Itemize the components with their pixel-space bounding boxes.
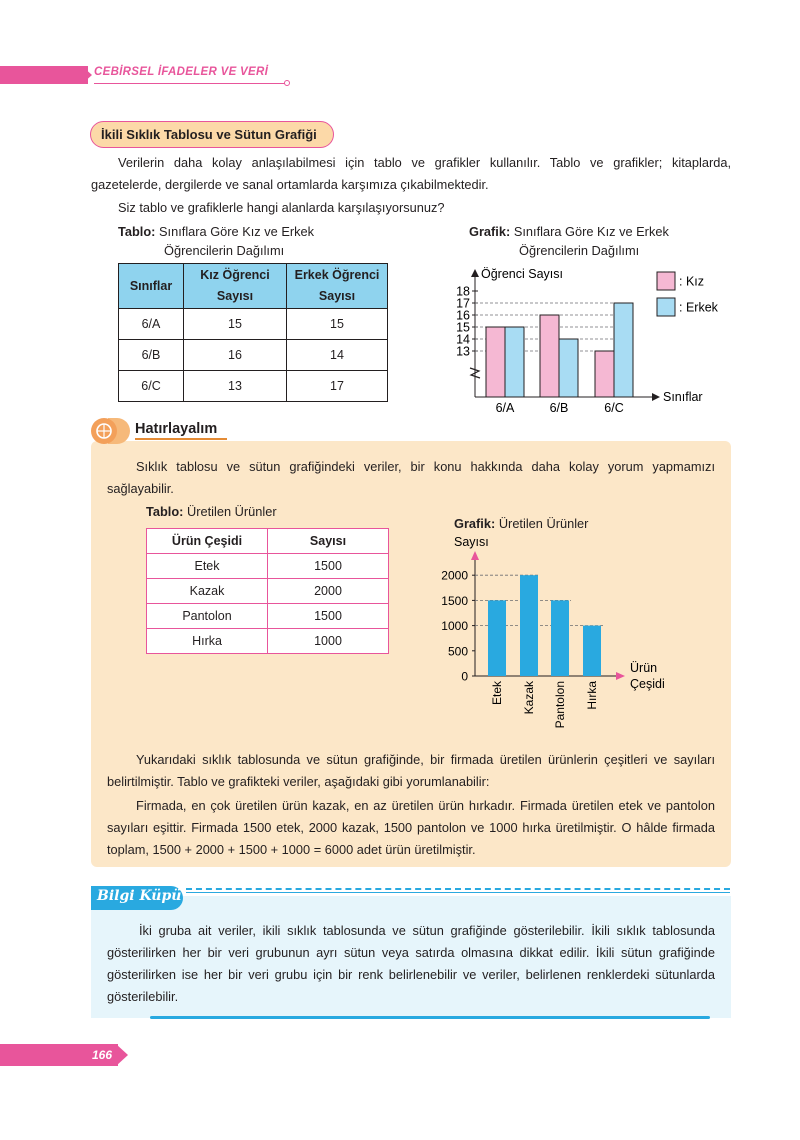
cell-class: 6/B: [119, 340, 184, 371]
table1-title-line2: Öğrencilerin Dağılımı: [164, 243, 285, 258]
bar-kız-6C: [595, 351, 614, 397]
info-box-text: İki gruba ait veriler, ikili sıklık tablosunda ve sütun grafiğinde gösterilebilir. İkili sıklık tablosunda gösterilirken her bir veri grubunun ayrı sütun veya satırda olmasına dikkat edilir. İkili sütun grafiğinde gösterilirken ise her bir veri grubu için bir renk belirlenebilir ve veriler, belirlenen renklerdeki sütunlarda gösterilebilir.: [107, 923, 715, 1004]
remember-underline: [135, 438, 227, 440]
cell-count: 1500: [268, 554, 389, 579]
x-tick-label: 6/C: [604, 401, 624, 415]
col-header-count: Sayısı: [268, 529, 389, 554]
brain-icon: [91, 418, 117, 444]
cell-class: 6/A: [119, 309, 184, 340]
x-axis-label: Sınıflar: [663, 390, 703, 404]
table-row: [119, 340, 388, 371]
chapter-title: CEBİRSEL İFADELER VE VERİ: [94, 66, 269, 78]
y-tick-label: 13: [456, 344, 470, 359]
table-row: [147, 579, 389, 604]
y-axis-label: Öğrenci Sayısı: [481, 267, 563, 281]
col-header-classes: Sınıflar: [119, 264, 184, 309]
header-dot: [284, 80, 290, 86]
x-tick-label: Pantolon: [553, 681, 567, 729]
y-tick-label: 2000: [441, 568, 468, 583]
cell-count: 1500: [268, 604, 389, 629]
table2-title: Üretilen Ürünler: [187, 504, 277, 519]
bar-pantolon: [551, 600, 569, 676]
cell-girls: 15: [184, 309, 287, 340]
cell-girls: 16: [184, 340, 287, 371]
table2-label: Tablo:: [146, 504, 184, 519]
remember-title: Hatırlayalım: [135, 421, 218, 437]
table1-label: Tablo:: [118, 224, 156, 239]
table-row: [147, 629, 389, 654]
section-title: İkili Sıklık Tablosu ve Sütun Grafiği: [90, 121, 334, 148]
x-tick-label: Hırka: [585, 681, 599, 710]
info-box-title: Bilgi Küpü: [97, 888, 182, 904]
cell-boys: 17: [287, 371, 388, 402]
graph1-label: Grafik:: [469, 224, 511, 239]
y-tick-label: 14: [456, 332, 470, 347]
y-axis-label: Sayısı: [454, 535, 489, 549]
remember-paragraph-2: Yukarıdaki sıklık tablosunda ve sütun grafiğinde, bir firmada üretilen ürünlerin çeşitleri ve sayıları belirtilmiştir. Tablo ve grafikteki veriler, aşağıdaki gibi yorumlanabilir:: [107, 752, 715, 789]
cell-product: Kazak: [147, 579, 268, 604]
header-arrow: [82, 66, 92, 84]
y-axis-arrow: [471, 551, 479, 560]
y-axis-arrow: [471, 269, 479, 277]
bar-erkek-6B: [559, 339, 578, 397]
col-header-boys: Erkek Öğrenci Sayısı: [287, 264, 388, 309]
y-tick-label: 500: [447, 644, 468, 659]
bar-kız-6A: [486, 327, 505, 397]
x-tick-label: Etek: [490, 681, 504, 706]
y-tick-label: 1500: [441, 593, 468, 608]
x-tick-label: 6/A: [495, 401, 515, 415]
col-header-girls: Kız Öğrenci Sayısı: [184, 264, 287, 309]
x-axis-arrow: [652, 393, 660, 401]
remember-paragraph-1: Sıklık tablosu ve sütun grafiğindeki veriler, bir konu hakkında daha kolay yorum yapmamızı sağlayabilir.: [107, 459, 715, 496]
cell-product: Pantolon: [147, 604, 268, 629]
info-box-dashed-line: [186, 888, 730, 890]
y-tick-label: 1000: [441, 619, 468, 634]
products-table: [146, 528, 389, 654]
cell-count: 1000: [268, 629, 389, 654]
table1-caption: [118, 222, 314, 260]
graph1-title-line1: Sınıflara Göre Kız ve Erkek: [513, 224, 669, 239]
legend-label-erkek: : Erkek: [679, 300, 718, 315]
info-box-bottom-line: [150, 1016, 710, 1019]
table-row: [119, 371, 388, 402]
x-tick-label: 6/B: [549, 401, 569, 415]
y-tick-label: 0: [461, 669, 468, 684]
remember-paragraph-3: Firmada, en çok üretilen ürün kazak, en az üretilen ürün hırkadır. Firmada üretilen etek ve pantolon sayıları eşittir. Firmada 1500 etek, 2000 kazak, 1500 pantolon ve 1000 hırka üretilmiştir. O hâlde firmada toplam, 1500 + 2000 + 1500 + 1000 = 6000 adet ürün üretilmiştir.: [107, 798, 715, 857]
table-row: [147, 604, 389, 629]
bar-erkek-6A: [505, 327, 524, 397]
chart-products-bar: [420, 530, 680, 730]
col-header-product: Ürün Çeşidi: [147, 529, 268, 554]
legend-label-kız: : Kız: [679, 274, 705, 289]
x-axis-arrow: [616, 672, 625, 680]
bar-kız-6B: [540, 315, 559, 397]
table-row: [147, 554, 389, 579]
cell-boys: 15: [287, 309, 388, 340]
header-underline: [94, 83, 286, 84]
x-axis-label-line1: Ürün: [630, 661, 658, 675]
x-tick-label: Kazak: [522, 681, 536, 715]
page-number: 166: [92, 1048, 113, 1062]
y-tick-label: 16: [456, 308, 470, 323]
axis-break: [470, 368, 480, 378]
cell-class: 6/C: [119, 371, 184, 402]
graph2-title: Üretilen Ürünler: [498, 516, 589, 531]
cell-product: Etek: [147, 554, 268, 579]
question-text: Siz tablo ve grafiklerle hangi alanlarda karşılaşıyorsunuz?: [118, 200, 445, 215]
cell-girls: 13: [184, 371, 287, 402]
chart-grouped-bar: [430, 255, 730, 420]
bar-kazak: [520, 575, 538, 676]
y-tick-label: 15: [456, 320, 470, 335]
frequency-table-classes: [118, 263, 388, 402]
legend-swatch-kız: [657, 272, 675, 290]
graph1-title-line2: Öğrencilerin Dağılımı: [519, 243, 640, 258]
cell-product: Hırka: [147, 629, 268, 654]
table1-title-line1: Sınıflara Göre Kız ve Erkek: [159, 224, 315, 239]
cell-count: 2000: [268, 579, 389, 604]
header-bar: [0, 66, 88, 84]
y-tick-label: 18: [456, 284, 470, 299]
info-box-line: [186, 892, 730, 893]
intro-paragraph: Verilerin daha kolay anlaşılabilmesi için tablo ve grafikler kullanılır. Tablo ve grafikler; kitaplarda, gazetelerde, dergilerde ve sanal ortamlarda karşımıza çıkabilmektedir.: [91, 155, 731, 192]
bar-etek: [488, 600, 506, 676]
table-row: [119, 309, 388, 340]
bar-hırka: [583, 626, 601, 676]
table2-caption: [146, 501, 277, 523]
page-number-arrow: [116, 1044, 128, 1066]
bar-erkek-6C: [614, 303, 633, 397]
graph2-label: Grafik:: [454, 516, 496, 531]
legend-swatch-erkek: [657, 298, 675, 316]
cell-boys: 14: [287, 340, 388, 371]
x-axis-label-line2: Çeşidi: [630, 677, 665, 691]
y-tick-label: 17: [456, 296, 470, 311]
